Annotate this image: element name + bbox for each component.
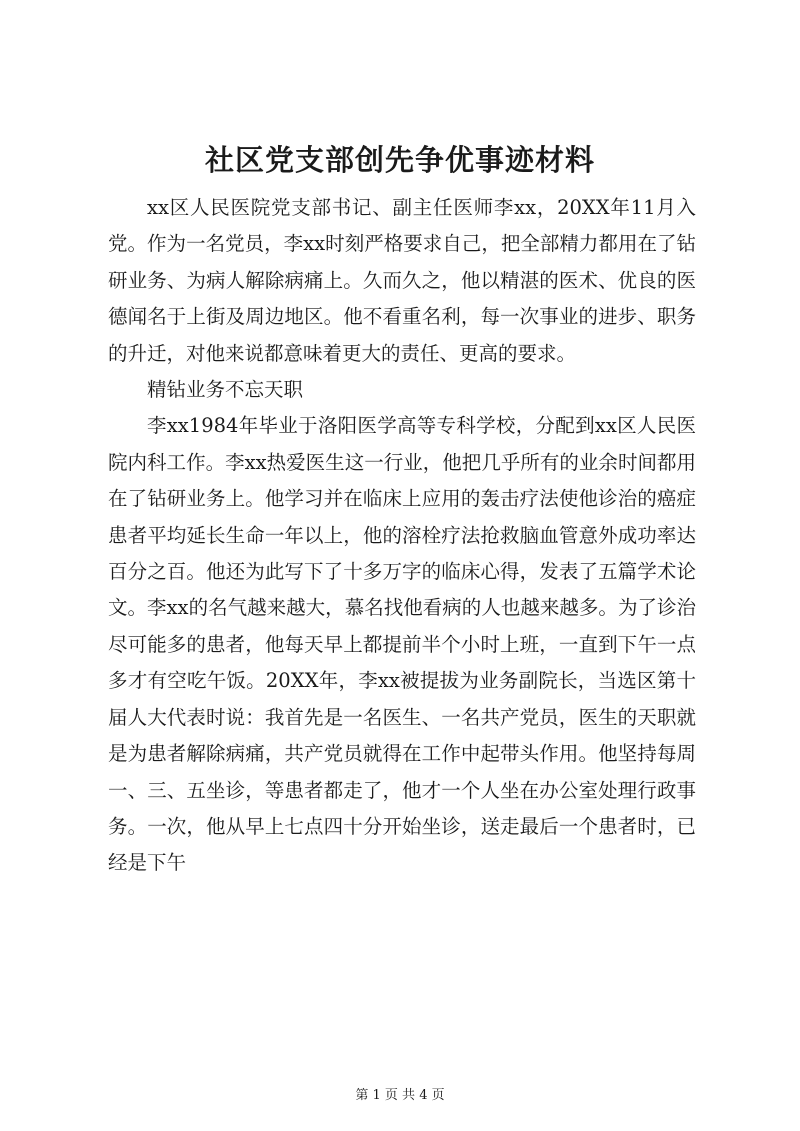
document-title: 社区党支部创先争优事迹材料 (204, 143, 595, 177)
section-heading: 精钻业务不忘天职 (147, 378, 304, 402)
paragraph-career: 李xx1984年毕业于洛阳医学高等专科学校，分配到xx区人民医院内科工作。李xx热爱医生这一行业，他把几乎所有的业余时间都用在了钻研业务上。他学习并在临床上应用的轰击疗法使他诊治的癌症患者平均延长生命一年以上，他的溶栓疗法抢救脑血管意外成功率达百分之百。他还为此写下了十多万字的临床心得，发表了五篇学术论文。李xx的名气越来越大，慕名找他看病的人也越来越多。为了诊治尽可能多的患者，他每天早上都提前半个小时上班，一直到下午一点多才有空吃午饭。20XX年，李xx被提拔为业务副院长，当选区第十届人大代表时说：我首先是一名医生、一名共产党员，医生的天职就是为患者解除病痛，共产党员就得在工作中起带头作用。他坚持每周一、三、五坐诊，等患者都走了，他才一个人坐在办公室处理行政事务。一次，他从早上七点四十分开始坐诊，送走最后一个患者时，已经是下午 (108, 414, 696, 875)
document-body (108, 190, 696, 882)
page-number-footer: 第 1 页 共 4 页 (355, 1088, 445, 1103)
paragraph-intro: xx区人民医院党支部书记、副主任医师李xx，20XX年11月入党。作为一名党员，李xx时刻严格要求自己，把全部精力都用在了钻研业务、为病人解除病痛上。久而久之，他以精湛的医术、优良的医德闻名于上街及周边地区。他不看重名利，每一次事业的进步、职务的升迁，对他来说都意味着更大的责任、更高的要求。 (108, 196, 696, 365)
